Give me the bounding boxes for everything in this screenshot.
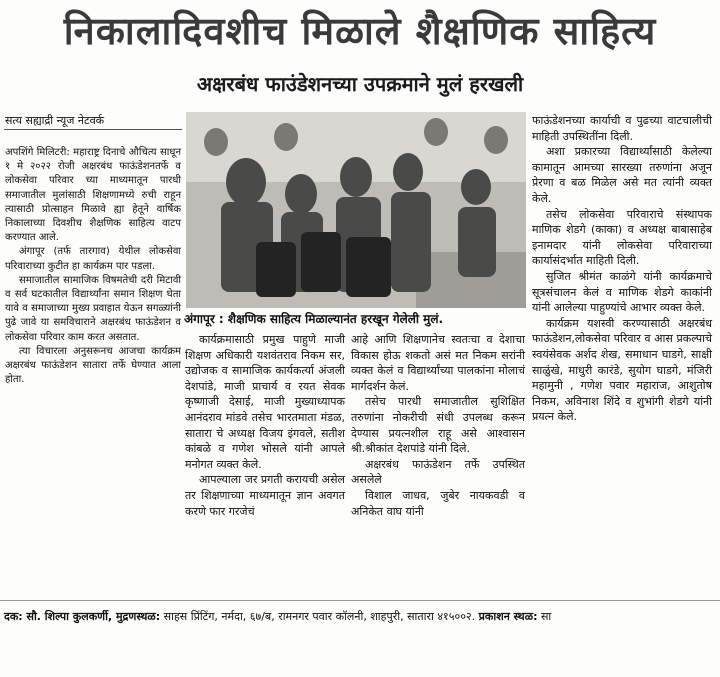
- paragraph: तसेच लोकसेवा परिवाराचे संस्थापक माणिक शेडगे (काका) व अध्यक्ष बाबासाहेब इनामदार यांनी लोकसेवा परिवाराच्या कार्यासंदर्भात माहिती दिली.: [532, 207, 712, 268]
- dateline: सत्य सह्याद्री न्यूज नेटवर्क: [5, 114, 105, 127]
- paragraph: तसेच पारधी समाजातील सुशिक्षित तरुणांना नोकरीची संधी उपलब्ध करून देण्यास प्रयत्नशील राहू असे आश्वासन श्री.श्रीकांत देशपांडे यांनी दिले.: [351, 395, 525, 456]
- children-photo-illustration: [186, 112, 526, 308]
- paragraph: आपल्याला जर प्रगती करायची असेल तर शिक्षणाच्या माध्यमातून ज्ञान अवगत करणे फार गरजेचं: [185, 473, 345, 518]
- footer-label: प्रकाशन स्थळ:: [478, 610, 538, 623]
- article-column-2: [185, 332, 345, 519]
- paragraph: कार्यक्रमासाठी प्रमुख पाहुणे माजी शिक्षण अधिकारी यशवंतराव निकम सर, उद्योजक व सामाजिक कार्यकर्त्या अंजली देशपांडे, माजी प्राचार्य व रयत सेवक कृष्णाजी देसाई, माजी मुख्याध्यापक आनंदराव मांडवे तसेच भारतमाता मंडळ, सातारा चे अध्यक्ष विजय इंगवले, सतीश कांबळे व गणेश भोसले यांनी आपले मनोगत व्यक्त केले.: [185, 333, 345, 471]
- paragraph: अंगापूर (तर्फ तारगाव) येथील लोकसेवा परिवाराच्या कुटीत हा कार्यक्रम पार पडला.: [5, 246, 181, 272]
- paragraph: अशा प्रकारच्या विद्यार्थ्यांसाठी केलेल्या कामातून आमच्या सारख्या तरुणांना अजून प्रेरणा व बळ मिळेल असे मत त्यांनी व्यक्त केले.: [532, 145, 712, 205]
- paragraph: विशाल जाधव, जुबेर नायकवडी व अनिकेत वाघ यांनी: [351, 488, 525, 518]
- subheadline: अक्षरबंध फाउंडेशनच्या उपक्रमाने मुलं हरखली: [196, 72, 524, 96]
- news-photo: [186, 112, 526, 308]
- paragraph: समाजातील सामाजिक विषमतेची दरी मिटावी व सर्व घटकातील विद्यार्थ्यांना समान शिक्षण घेता यावे व समाजाच्या मुख्य प्रवाहात येऊन सगळ्यांनी पुढे जावे या समविचाराने अक्षरबंध फाऊंडेशन व लोकसेवा परिवार काम करत असतात.: [5, 274, 181, 343]
- paragraph: कार्यक्रम यशस्वी करण्यासाठी अक्षरबंध फाऊंडेशन,लोकसेवा परिवार व आस प्रकल्पाचे स्वयंसेवक अर्शद शेख, समाधान घाडगे, साक्षी साळुंखे, माधुरी कारंडे, सुयोग घाडगे, मंजिरी महामुनी , गणेश पवार महाराज, आशुतोष निकम, अविनाश शिंदे व शुभांगी शेडगे यांनी प्रयत्न केले.: [532, 316, 712, 424]
- paragraph: सुजित श्रीमंत काळंगे यांनी कार्यक्रमाचे सूत्रसंचालन केलं व माणिक शेडगे काकांनी यांनी आलेल्या पाहुण्यांचे आभार व्यक्त केले.: [532, 269, 712, 315]
- dateline-rule: [4, 129, 182, 130]
- article-column-3: [351, 332, 525, 519]
- paragraph: आहे आणि शिक्षणानेच स्वतःचा व देशाचा विकास होऊ शकतो असं मत निकम सरांनी व्यक्त केलं व विद्यार्थ्यांच्या पालकांना मोलाचं मार्गदर्शन केलं.: [351, 333, 525, 393]
- article-column-1: [5, 146, 181, 387]
- article-column-4: [532, 113, 712, 425]
- paragraph: अक्षरबंध फाऊंडेशन तर्फे उपस्थित असलेले: [351, 457, 525, 487]
- footer-label: दक: सौ. शिल्पा कुलकर्णी, मुद्रणस्थळ:: [4, 610, 161, 623]
- paragraph: अपशिंगे मिलिटरी: महाराष्ट्र दिनाचे औचित्य साधून १ मे २०२२ रोजी अक्षरबंध फाऊंडेशनतर्फे व लोकसेवा परिवार च्या माध्यमातून पारधी समाजातील मुलांसाठी शिक्षणामध्ये रुची राहून त्यासाठी प्रोत्साहन मिळावे ह्या हेतूने वार्षिक निकालाच्या दिवशीच शैक्षणिक साहित्य वाटप करण्यात आले.: [5, 147, 181, 244]
- photo-caption: अंगापूर : शैक्षणिक साहित्य मिळाल्यानंत हरखून गेलेली मुलं.: [184, 312, 444, 326]
- headline: निकालादिवशीच मिळाले शैक्षणिक साहित्य: [63, 9, 657, 53]
- footer-text: सा: [537, 610, 552, 623]
- paragraph: फाऊंडेशनच्या कार्याची व पुढच्या वाटचालीची माहिती उपस्थितींना दिली.: [532, 114, 712, 143]
- paragraph: त्या विचारला अनुसरूनच आजचा कार्यक्रम अक्षरबंध फाऊंडेशन सातारा तर्फे घेण्यात आला होता.: [5, 345, 181, 386]
- footer-text: साहस प्रिंटिंग, नर्मदा, ६७/ब, रामनगर पवार कॉलनी, शाहपुरी, सातारा ४१५००२.: [160, 610, 479, 623]
- print-line-footer: [0, 600, 720, 624]
